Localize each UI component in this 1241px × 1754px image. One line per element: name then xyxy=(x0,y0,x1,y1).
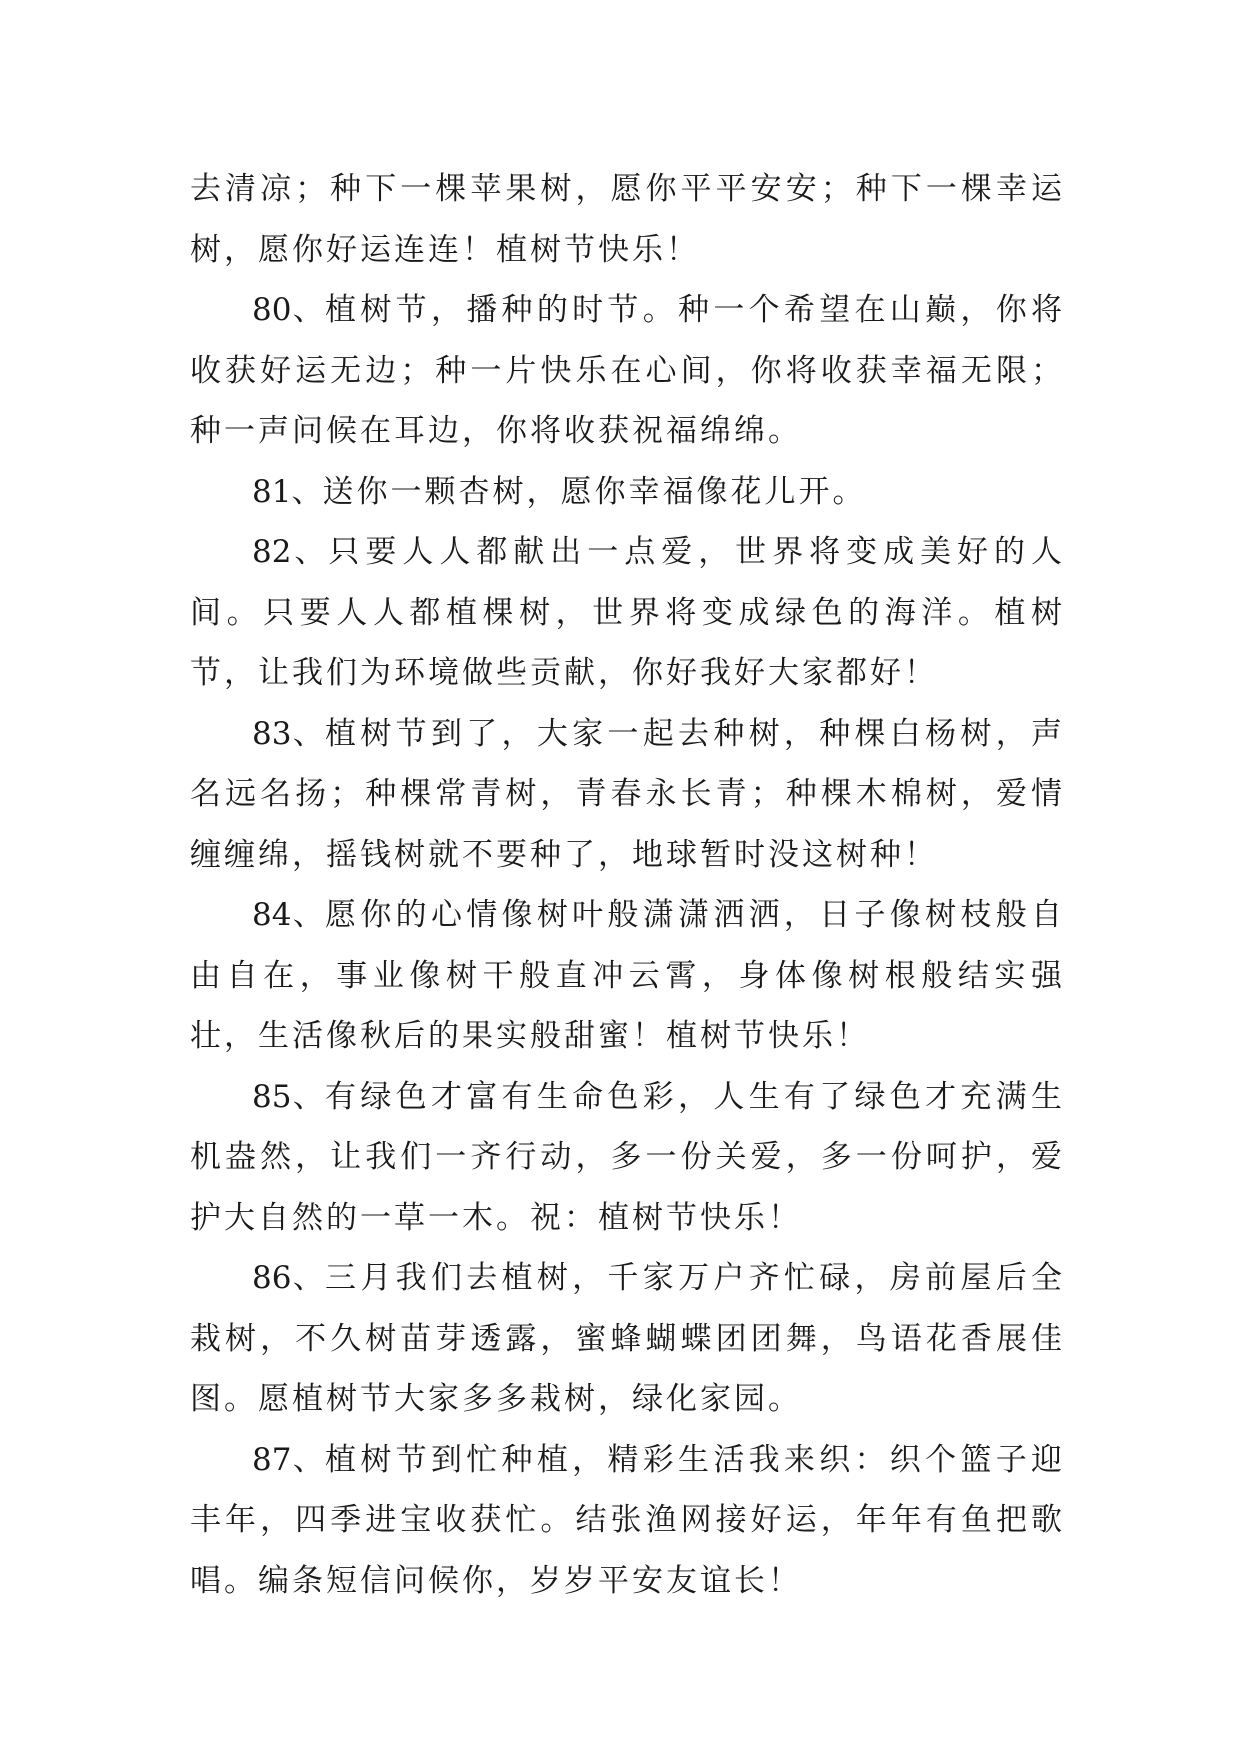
paragraph-continuation xyxy=(190,159,1065,280)
paragraph-text: 只要人人都献出一点爱，世界将变成美好的人间。只要人人都植棵树，世界将变成绿色的海洋。植树节，让我们为环境做些贡献，你好我好大家都好！ xyxy=(190,534,1065,691)
paragraph-80 xyxy=(190,280,1065,462)
paragraph-text: 去清凉；种下一棵苹果树，愿你平平安安；种下一棵幸运树，愿你好运连连！植树节快乐！ xyxy=(190,171,1065,268)
paragraph-87 xyxy=(190,1430,1065,1612)
paragraph-83 xyxy=(190,704,1065,886)
paragraph-text: 愿你的心情像树叶般潇潇洒洒，日子像树枝般自由自在，事业像树干般直冲云霄，身体像树根般结实强壮，生活像秋后的果实般甜蜜！植树节快乐！ xyxy=(190,897,1065,1054)
paragraph-number: 85、 xyxy=(252,1078,326,1115)
paragraph-number: 87、 xyxy=(252,1441,326,1478)
paragraph-text: 植树节，播种的时节。种一个希望在山巅，你将收获好运无边；种一片快乐在心间，你将收获幸福无限；种一声问候在耳边，你将收获祝福绵绵。 xyxy=(190,292,1065,449)
paragraph-number: 82、 xyxy=(252,534,329,570)
paragraph-number: 84、 xyxy=(252,897,326,933)
paragraph-text: 送你一颗杏树，愿你幸福像花儿开。 xyxy=(322,473,867,510)
paragraph-number: 81、 xyxy=(252,473,323,510)
paragraph-85 xyxy=(190,1067,1065,1249)
paragraph-86 xyxy=(190,1248,1065,1430)
paragraph-number: 83、 xyxy=(252,715,326,752)
paragraph-number: 86、 xyxy=(252,1260,326,1296)
paragraph-81 xyxy=(190,462,1065,523)
paragraph-number: 80、 xyxy=(252,292,326,328)
paragraph-text: 有绿色才富有生命色彩，人生有了绿色才充满生机盎然，让我们一齐行动，多一份关爱，多一份呵护，爱护大自然的一草一木。祝：植树节快乐！ xyxy=(190,1078,1065,1236)
paragraph-84 xyxy=(190,885,1065,1067)
document-body xyxy=(190,159,1065,1611)
paragraph-text: 三月我们去植树，千家万户齐忙碌，房前屋后全栽树，不久树苗芽透露，蜜蜂蝴蝶团团舞，鸟语花香展佳图。愿植树节大家多多栽树，绿化家园。 xyxy=(190,1260,1065,1417)
paragraph-text: 植树节到忙种植，精彩生活我来织：织个篮子迎丰年，四季进宝收获忙。结张渔网接好运，年年有鱼把歌唱。编条短信问候你，岁岁平安友谊长！ xyxy=(190,1441,1065,1599)
paragraph-text: 植树节到了，大家一起去种树，种棵白杨树，声名远名扬；种棵常青树，青春永长青；种棵木棉树，爱情缠缠绵，摇钱树就不要种了，地球暂时没这树种！ xyxy=(190,715,1065,873)
paragraph-82 xyxy=(190,522,1065,704)
